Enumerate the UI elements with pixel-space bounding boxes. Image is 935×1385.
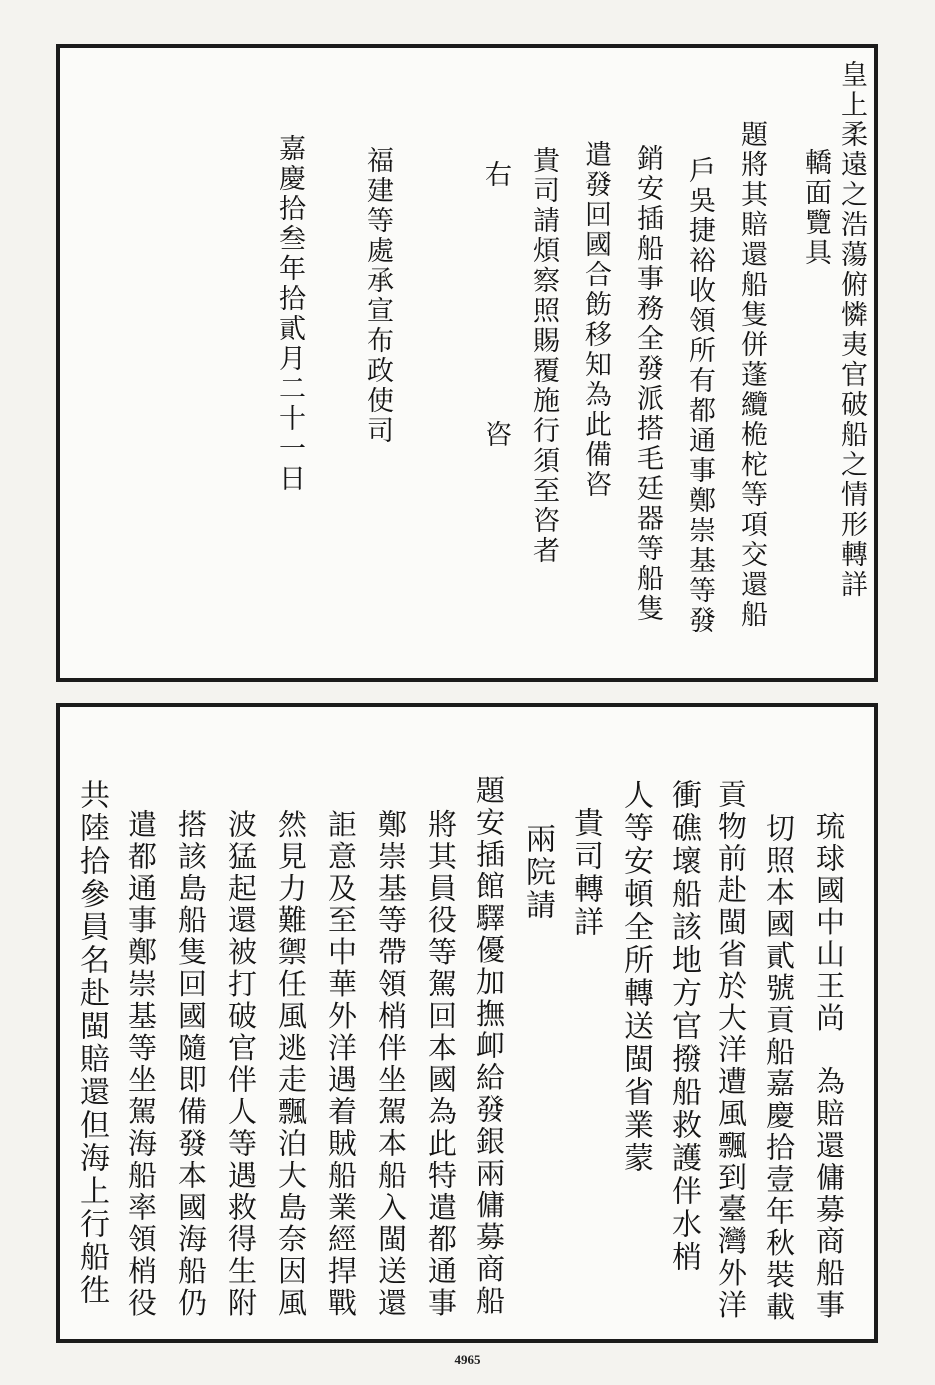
text-column: 皇上柔遠之浩蕩俯憐夷官破船之情形轉詳 xyxy=(836,60,867,600)
text-column: 人等安頓全所轉送閩省業蒙 xyxy=(618,779,653,1175)
text-column: 鄭崇基等帶領梢伴坐駕本船入閩送還 xyxy=(374,809,408,1320)
text-column: 共陸拾參員名赴閩賠還但海上行船徃 xyxy=(74,779,109,1307)
text-column: 銷安插船事務全發派搭毛廷器等船隻 xyxy=(632,144,663,624)
page-number-text: 4965 xyxy=(454,1352,481,1367)
text-column: 衝礁壞船該地方官撥船救護伴水梢 xyxy=(666,779,701,1274)
text-column: 切照本國貳號貢船嘉慶拾壹年秋裝載 xyxy=(762,813,796,1324)
text-column: 搭該島船隻回國隨即備發本國海船仍 xyxy=(174,809,208,1320)
text-column: 遣都通事鄭崇基等坐駕海船率領梢役 xyxy=(124,809,158,1320)
text-column: 遣發回國合飭移知為此備咨 xyxy=(580,140,611,500)
text-column: 題將其賠還船隻併蓬纜桅柁等項交還船 xyxy=(736,120,767,630)
text-column: 然見力難禦任風逃走飄泊大島奈因風 xyxy=(274,809,308,1320)
text-column: 琉球國中山王尚 為賠還傭募商船事 xyxy=(812,811,846,1322)
text-column: 波猛起還被打破官伴人等遇救得生附 xyxy=(224,809,258,1320)
text-column: 貢物前赴閩省於大洋遭風飄到臺灣外洋 xyxy=(714,779,748,1322)
text-column: 貴司轉詳 xyxy=(568,807,603,939)
text-column: 轎面覽具 xyxy=(800,148,831,268)
text-column: 將其員役等駕回本國為此特遣都通事 xyxy=(424,809,458,1320)
upper-document-panel xyxy=(56,44,878,682)
lower-document-panel xyxy=(56,703,878,1343)
text-column: 兩院請 xyxy=(520,823,555,922)
page-number xyxy=(0,1352,935,1368)
text-column: 嘉慶拾叁年拾貳月二十一日 xyxy=(274,134,305,494)
text-column: 戶吳捷裕收領所有都通事鄭崇基等發 xyxy=(684,156,715,636)
text-column: 題安插館驛優加撫卹給發銀兩傭募商船 xyxy=(472,775,506,1318)
text-column: 右 xyxy=(480,160,511,190)
text-column: 福建等處承宣布政使司 xyxy=(362,146,393,446)
text-column: 貴司請煩察照賜覆施行須至咨者 xyxy=(528,146,559,566)
text-column: 詎意及至中華外洋遇着賊船業經捍戰 xyxy=(324,809,358,1320)
text-column: 咨 xyxy=(480,420,511,450)
